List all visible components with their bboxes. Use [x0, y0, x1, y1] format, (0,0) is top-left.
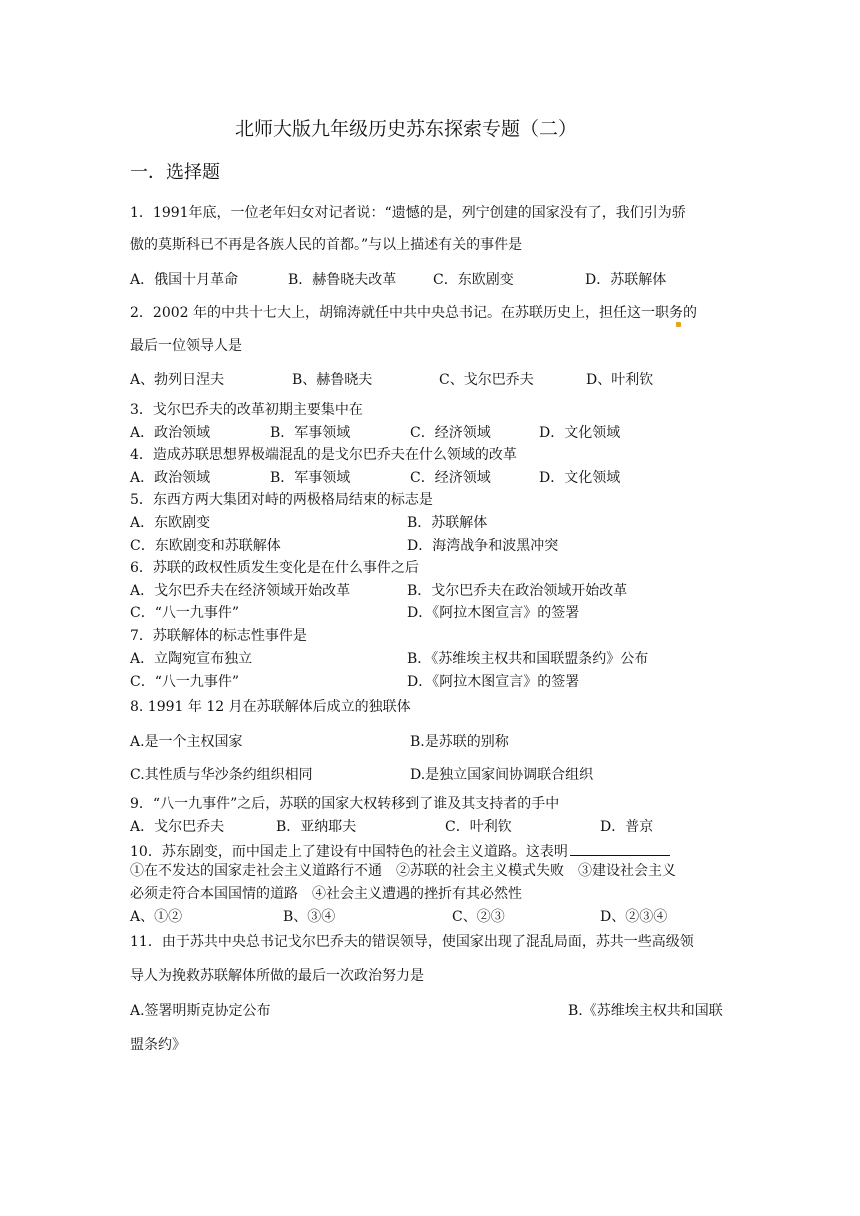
question-3-option-b: B．军事领域 [270, 425, 351, 441]
question-1-stem-line-2: 傲的莫斯科已不再是各族人民的首都。”与以上描述有关的事件是 [130, 237, 523, 253]
question-4-option-d: D．文化领域 [539, 470, 621, 486]
question-8-option-a: A.是一个主权国家 [130, 734, 243, 750]
question-3-option-d: D．文化领域 [539, 425, 621, 441]
question-6-stem: 6．苏联的政权性质发生变化是在什么事件之后 [130, 560, 419, 576]
question-2-option-b: B、赫鲁晓夫 [292, 372, 373, 388]
question-2-stem-line-2: 最后一位领导人是 [130, 338, 242, 354]
question-11-option-b: B.《苏维埃主权共和国联 [568, 1003, 723, 1019]
question-10-stem-text: 10．苏东剧变，而中国走上了建设有中国特色的社会主义道路。这表明 [130, 844, 568, 860]
question-9-option-a: A．戈尔巴乔夫 [130, 819, 225, 835]
question-10-option-b: B、③④ [283, 909, 336, 925]
question-2-option-c: C、戈尔巴乔夫 [439, 372, 534, 388]
question-1-stem-line-1: 1．1991年底，一位老年妇女对记者说：“遗憾的是，列宁创建的国家没有了，我们引为骄 [130, 205, 686, 221]
question-10-statement-line-1: ①在不发达的国家走社会主义道路行不通 ②苏联的社会主义模式失败 ③建设社会主义 [130, 863, 676, 879]
question-7-option-a: A．立陶宛宣布独立 [130, 651, 253, 667]
question-8-option-b: B.是苏联的别称 [410, 734, 509, 750]
question-6-option-c: C．“八一九事件” [130, 605, 240, 621]
question-8-option-d: D.是独立国家间协调联合组织 [410, 767, 594, 783]
answer-blank [570, 841, 670, 856]
question-1-option-c: C．东欧剧变 [433, 272, 514, 288]
question-4-option-c: C．经济领域 [410, 470, 491, 486]
question-10-option-c: C、②③ [452, 909, 505, 925]
question-9-option-b: B．亚纳耶夫 [276, 819, 357, 835]
question-2-option-a: A、勃列日涅夫 [130, 372, 225, 388]
question-11-option-b-continued: 盟条约》 [130, 1037, 186, 1053]
question-6-option-a: A．戈尔巴乔夫在经济领域开始改革 [130, 583, 351, 599]
cursor-mark [678, 313, 681, 330]
question-2-stem-text: 2．2002 年的中共十七大上，胡锦涛就任中共中央总书记。在苏联历史上，担任这一职务的 [130, 305, 697, 321]
question-3-option-c: C．经济领域 [410, 425, 491, 441]
question-11-stem-line-1: 11．由于苏共中央总书记戈尔巴乔夫的错误领导，使国家出现了混乱局面，苏共一些高级领 [130, 934, 694, 950]
question-4-option-b: B．军事领域 [270, 470, 351, 486]
question-5-option-c: C．东欧剧变和苏联解体 [130, 538, 281, 554]
question-3-option-a: A．政治领域 [130, 425, 211, 441]
question-1-option-d: D．苏联解体 [585, 272, 667, 288]
question-7-option-d: D．《阿拉木图宣言》的签署 [407, 674, 580, 690]
section-heading: 一．选择题 [130, 162, 220, 183]
question-9-stem: 9．“八一九事件”之后，苏联的国家大权转移到了谁及其支持者的手中 [130, 796, 560, 812]
question-2-option-d: D、叶利钦 [586, 372, 654, 388]
question-3-stem: 3．戈尔巴乔夫的改革初期主要集中在 [130, 402, 363, 418]
question-10-option-d: D、②③④ [600, 909, 668, 925]
question-7-stem: 7．苏联解体的标志性事件是 [130, 628, 307, 644]
question-1-option-a: A．俄国十月革命 [130, 272, 239, 288]
question-11-option-a: A.签署明斯克协定公布 [130, 1003, 271, 1019]
question-10-stem [130, 841, 670, 861]
question-5-option-b: B．苏联解体 [407, 515, 488, 531]
question-7-option-c: C．“八一九事件” [130, 674, 240, 690]
question-10-option-a: A、①② [130, 909, 183, 925]
question-8-option-c: C.其性质与华沙条约组织相同 [130, 767, 313, 783]
question-1-option-b: B．赫鲁晓夫改革 [288, 272, 397, 288]
question-5-option-d: D．海湾战争和波黑冲突 [407, 538, 559, 554]
page-title: 北师大版九年级历史苏东探索专题（二） [235, 118, 578, 140]
question-4-stem: 4．造成苏联思想界极端混乱的是戈尔巴乔夫在什么领域的改革 [130, 447, 517, 463]
question-5-option-a: A．东欧剧变 [130, 515, 211, 531]
question-2-stem-line-1 [130, 305, 697, 322]
question-10-statement-line-2: 必须走符合本国国情的道路 ④社会主义遭遇的挫折有其必然性 [130, 886, 522, 902]
question-6-option-d: D．《阿拉木图宣言》的签署 [407, 605, 580, 621]
question-9-option-d: D．普京 [600, 819, 654, 835]
question-4-option-a: A．政治领域 [130, 470, 211, 486]
question-11-stem-line-2: 导人为挽救苏联解体所做的最后一次政治努力是 [130, 968, 424, 984]
question-8-stem: 8. 1991 年 12 月在苏联解体后成立的独联体 [130, 699, 411, 715]
question-7-option-b: B．《苏维埃主权共和国联盟条约》公布 [407, 651, 649, 667]
question-6-option-b: B．戈尔巴乔夫在政治领域开始改革 [407, 583, 628, 599]
question-9-option-c: C．叶利钦 [445, 819, 512, 835]
question-5-stem: 5．东西方两大集团对峙的两极格局结束的标志是 [130, 492, 433, 508]
